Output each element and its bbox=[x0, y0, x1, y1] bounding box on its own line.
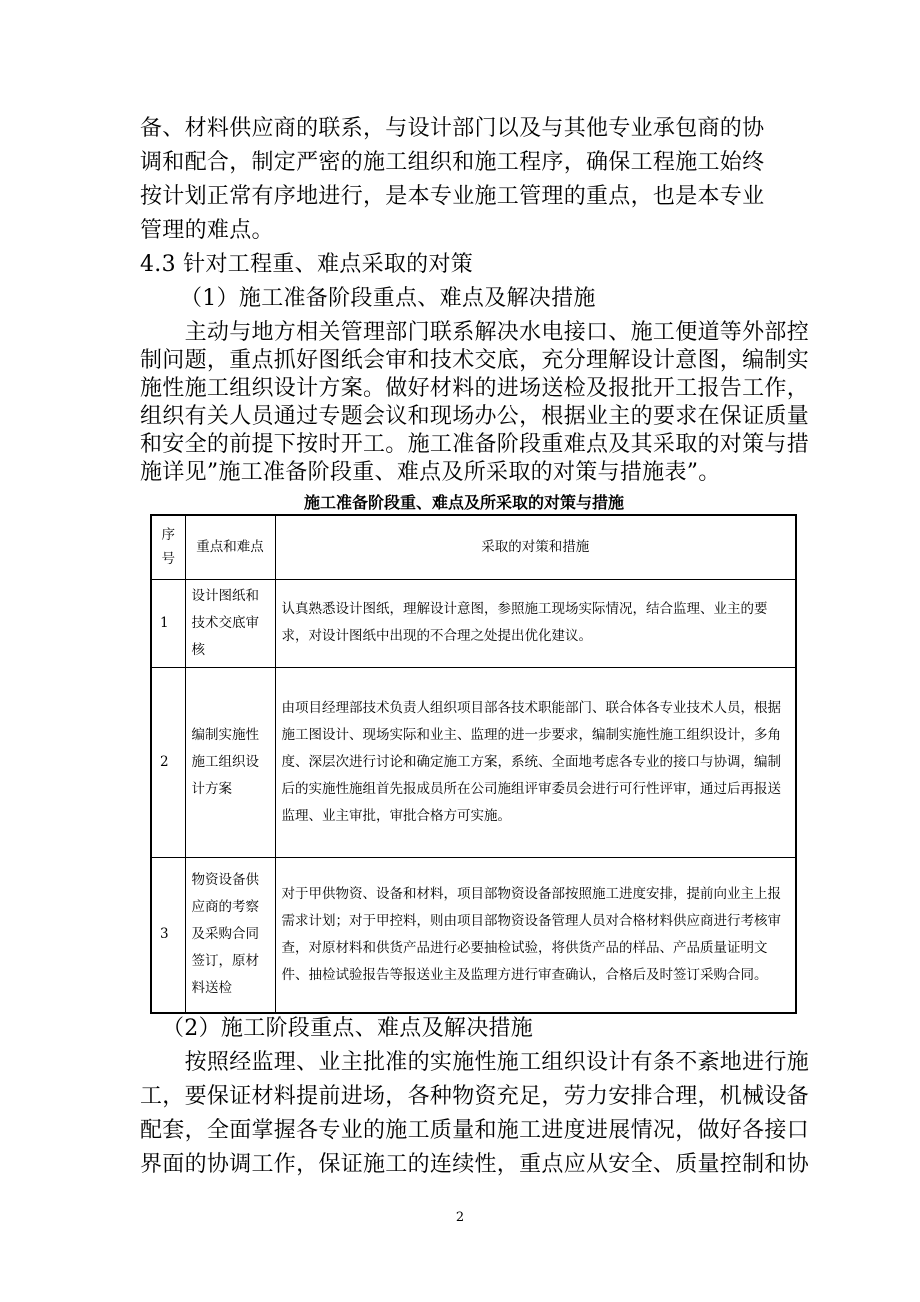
measures-table bbox=[150, 514, 797, 1014]
body-text-line: 按照经监理、业主批准的实施性施工组织设计有条不紊地进行施 bbox=[140, 1050, 810, 1075]
page-number: 2 bbox=[455, 1210, 465, 1225]
body-text-line: 工，要保证材料提前进场，各种物资充足，劳力安排合理，机械设备 bbox=[140, 1084, 810, 1109]
row-no: 1 bbox=[151, 579, 185, 667]
body-text-line: 界面的协调工作，保证施工的连续性，重点应从安全、质量控制和协 bbox=[140, 1152, 810, 1177]
section-heading: 4.3 针对工程重、难点采取的对策 bbox=[140, 252, 474, 277]
row-measure: 认真熟悉设计图纸，理解设计意图，参照施工现场实际情况，结合监理、业主的要求，对设计图纸中出现的不合理之处提出优化建议。 bbox=[275, 579, 796, 667]
body-text-line: 制问题，重点抓好图纸会审和技术交底，充分理解设计意图，编制实 bbox=[140, 348, 810, 373]
table-row bbox=[151, 857, 796, 1013]
row-measure: 对于甲供物资、设备和材料，项目部物资设备部按照施工进度安排，提前向业主上报需求计划；对于甲控料，则由项目部物资设备管理人员对合格材料供应商进行考核审查，对原材料和供货产品进行必要抽检试验，将供货产品的样品、产品质量证明文件、抽检试验报告等报送业主及监理方进行审查确认，合格后及时签订采购合同。 bbox=[275, 857, 796, 1013]
row-no: 3 bbox=[151, 857, 185, 1013]
table-header-row bbox=[151, 515, 796, 579]
body-text-line: 备、材料供应商的联系，与设计部门以及与其他专业承包商的协 bbox=[140, 116, 765, 141]
body-text-line: 管理的难点。 bbox=[140, 218, 274, 243]
row-measure: 由项目经理部技术负责人组织项目部各技术职能部门、联合体各专业技术人员，根据施工图设计、现场实际和业主、监理的进一步要求，编制实施性施工组织设计，多角度、深层次进行讨论和确定施工方案，系统、全面地考虑各专业的接口与协调，编制后的实施性施组首先报成员所在公司施组评审委员会进行可行性评审，通过后再报送监理、业主审批，审批合格方可实施。 bbox=[275, 667, 796, 857]
body-text-line: 施详见”施工准备阶段重、难点及所采取的对策与措施表”。 bbox=[140, 460, 721, 485]
sub-heading-2: （2）施工阶段重点、难点及解决措施 bbox=[162, 1016, 534, 1041]
table-row bbox=[151, 579, 796, 667]
table-title: 施工准备阶段重、难点及所采取的对策与措施 bbox=[303, 493, 624, 512]
body-text-line: 调和配合，制定严密的施工组织和施工程序，确保工程施工始终 bbox=[140, 150, 765, 175]
body-text-line: 组织有关人员通过专题会议和现场办公，根据业主的要求在保证质量 bbox=[140, 404, 810, 429]
body-text-line: 施性施工组织设计方案。做好材料的进场送检及报批开工报告工作， bbox=[140, 376, 810, 401]
header-no: 序 号 bbox=[151, 515, 185, 579]
body-text-line: 主动与地方相关管理部门联系解决水电接口、施工便道等外部控 bbox=[140, 320, 810, 345]
row-key: 设计图纸和技术交底审核 bbox=[185, 579, 275, 667]
header-measure: 采取的对策和措施 bbox=[275, 515, 796, 579]
table-row bbox=[151, 667, 796, 857]
row-no: 2 bbox=[151, 667, 185, 857]
body-text-line: 和安全的前提下按时开工。施工准备阶段重难点及其采取的对策与措 bbox=[140, 432, 810, 457]
row-key: 编制实施性施工组织设计方案 bbox=[185, 667, 275, 857]
body-text-line: 按计划正常有序地进行，是本专业施工管理的重点，也是本专业 bbox=[140, 184, 765, 209]
sub-heading-1: （1）施工准备阶段重点、难点及解决措施 bbox=[180, 286, 596, 311]
header-key: 重点和难点 bbox=[185, 515, 275, 579]
row-key: 物资设备供应商的考察及采购合同签订，原材料送检 bbox=[185, 857, 275, 1013]
body-text-line: 配套，全面掌握各专业的施工质量和施工进度进展情况，做好各接口 bbox=[140, 1118, 810, 1143]
